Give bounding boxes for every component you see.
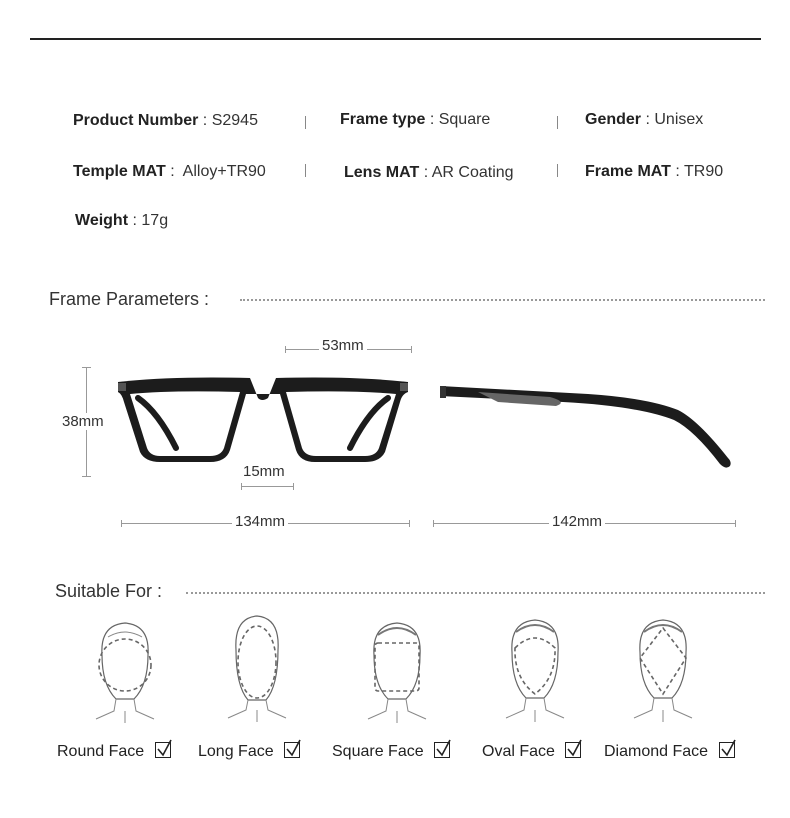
section-dotted-rule [240,299,765,301]
frame-width-label: 134mm [232,513,288,530]
section-dotted-rule [186,592,765,594]
face-label: Diamond Face [604,743,709,760]
lens-height-label: 38mm [59,413,107,430]
temple-length-label: 142mm [549,513,605,530]
dimension-tick [82,367,91,368]
spec-label: Frame type [340,111,426,128]
dimension-tick [82,476,91,477]
face-label: Oval Face [482,743,555,760]
diamond-face-icon [628,612,698,724]
spec-value: 17g [141,212,169,229]
face-label: Round Face [57,743,145,760]
spec-colon: : [202,112,208,129]
bridge-label: 15mm [240,463,288,480]
bridge-dimension-line [241,486,294,487]
spec-label: Temple MAT [73,163,166,180]
square-face-icon [362,615,432,725]
spec-separator [305,116,306,129]
spec-separator [557,164,558,177]
spec-value: AR Coating [431,164,514,181]
face-option-long [198,742,300,761]
round-face-icon [90,615,160,725]
spec-weight [75,212,168,230]
face-option-round [57,742,171,761]
spec-value: Square [438,111,491,128]
spec-frame-mat [585,163,723,181]
checkbox-checked-icon [155,742,171,758]
checkbox-checked-icon [284,742,300,758]
face-option-diamond [604,742,735,761]
spec-label: Lens MAT [344,164,420,181]
dimension-tick [121,520,122,527]
dimension-tick [735,520,736,527]
spec-value: Alloy+TR90 [182,163,266,180]
spec-value: Unisex [654,111,704,128]
spec-colon: : [645,111,650,128]
suitable-for-title: Suitable For : [55,581,163,601]
checkbox-checked-icon [434,742,450,758]
glasses-side-view [438,380,738,472]
spec-colon: : [423,164,429,181]
spec-label: Gender [585,111,642,128]
dimension-tick [293,483,294,490]
dimension-tick [409,520,410,527]
spec-colon: : [429,111,435,128]
spec-temple-mat [73,163,266,181]
spec-separator [305,164,306,177]
spec-colon: : [132,212,137,229]
face-label: Square Face [332,743,424,760]
checkbox-checked-icon [719,742,735,758]
glasses-front-view [110,372,415,470]
face-label: Long Face [198,743,274,760]
dimension-tick [285,346,286,353]
spec-value: S2945 [211,112,258,129]
spec-label: Frame MAT [585,163,671,180]
oval-face-icon [500,612,570,724]
face-option-square [332,742,450,761]
face-option-oval [482,742,581,761]
dimension-tick [433,520,434,527]
spec-label: Weight [75,212,129,229]
spec-value: TR90 [684,163,724,180]
spec-lens-mat [344,164,514,182]
top-divider [30,38,761,40]
frame-parameters-title: Frame Parameters : [49,289,210,309]
lens-width-label: 53mm [319,337,367,354]
long-face-icon [222,610,292,725]
spec-label: Product Number [73,112,199,129]
spec-frame-type [340,111,490,129]
dimension-tick [411,346,412,353]
spec-product-number [73,112,258,130]
dimension-tick [241,483,242,490]
checkbox-checked-icon [565,742,581,758]
spec-gender [585,111,703,129]
spec-colon: : [170,163,175,180]
spec-colon: : [675,163,680,180]
spec-separator [557,116,558,129]
